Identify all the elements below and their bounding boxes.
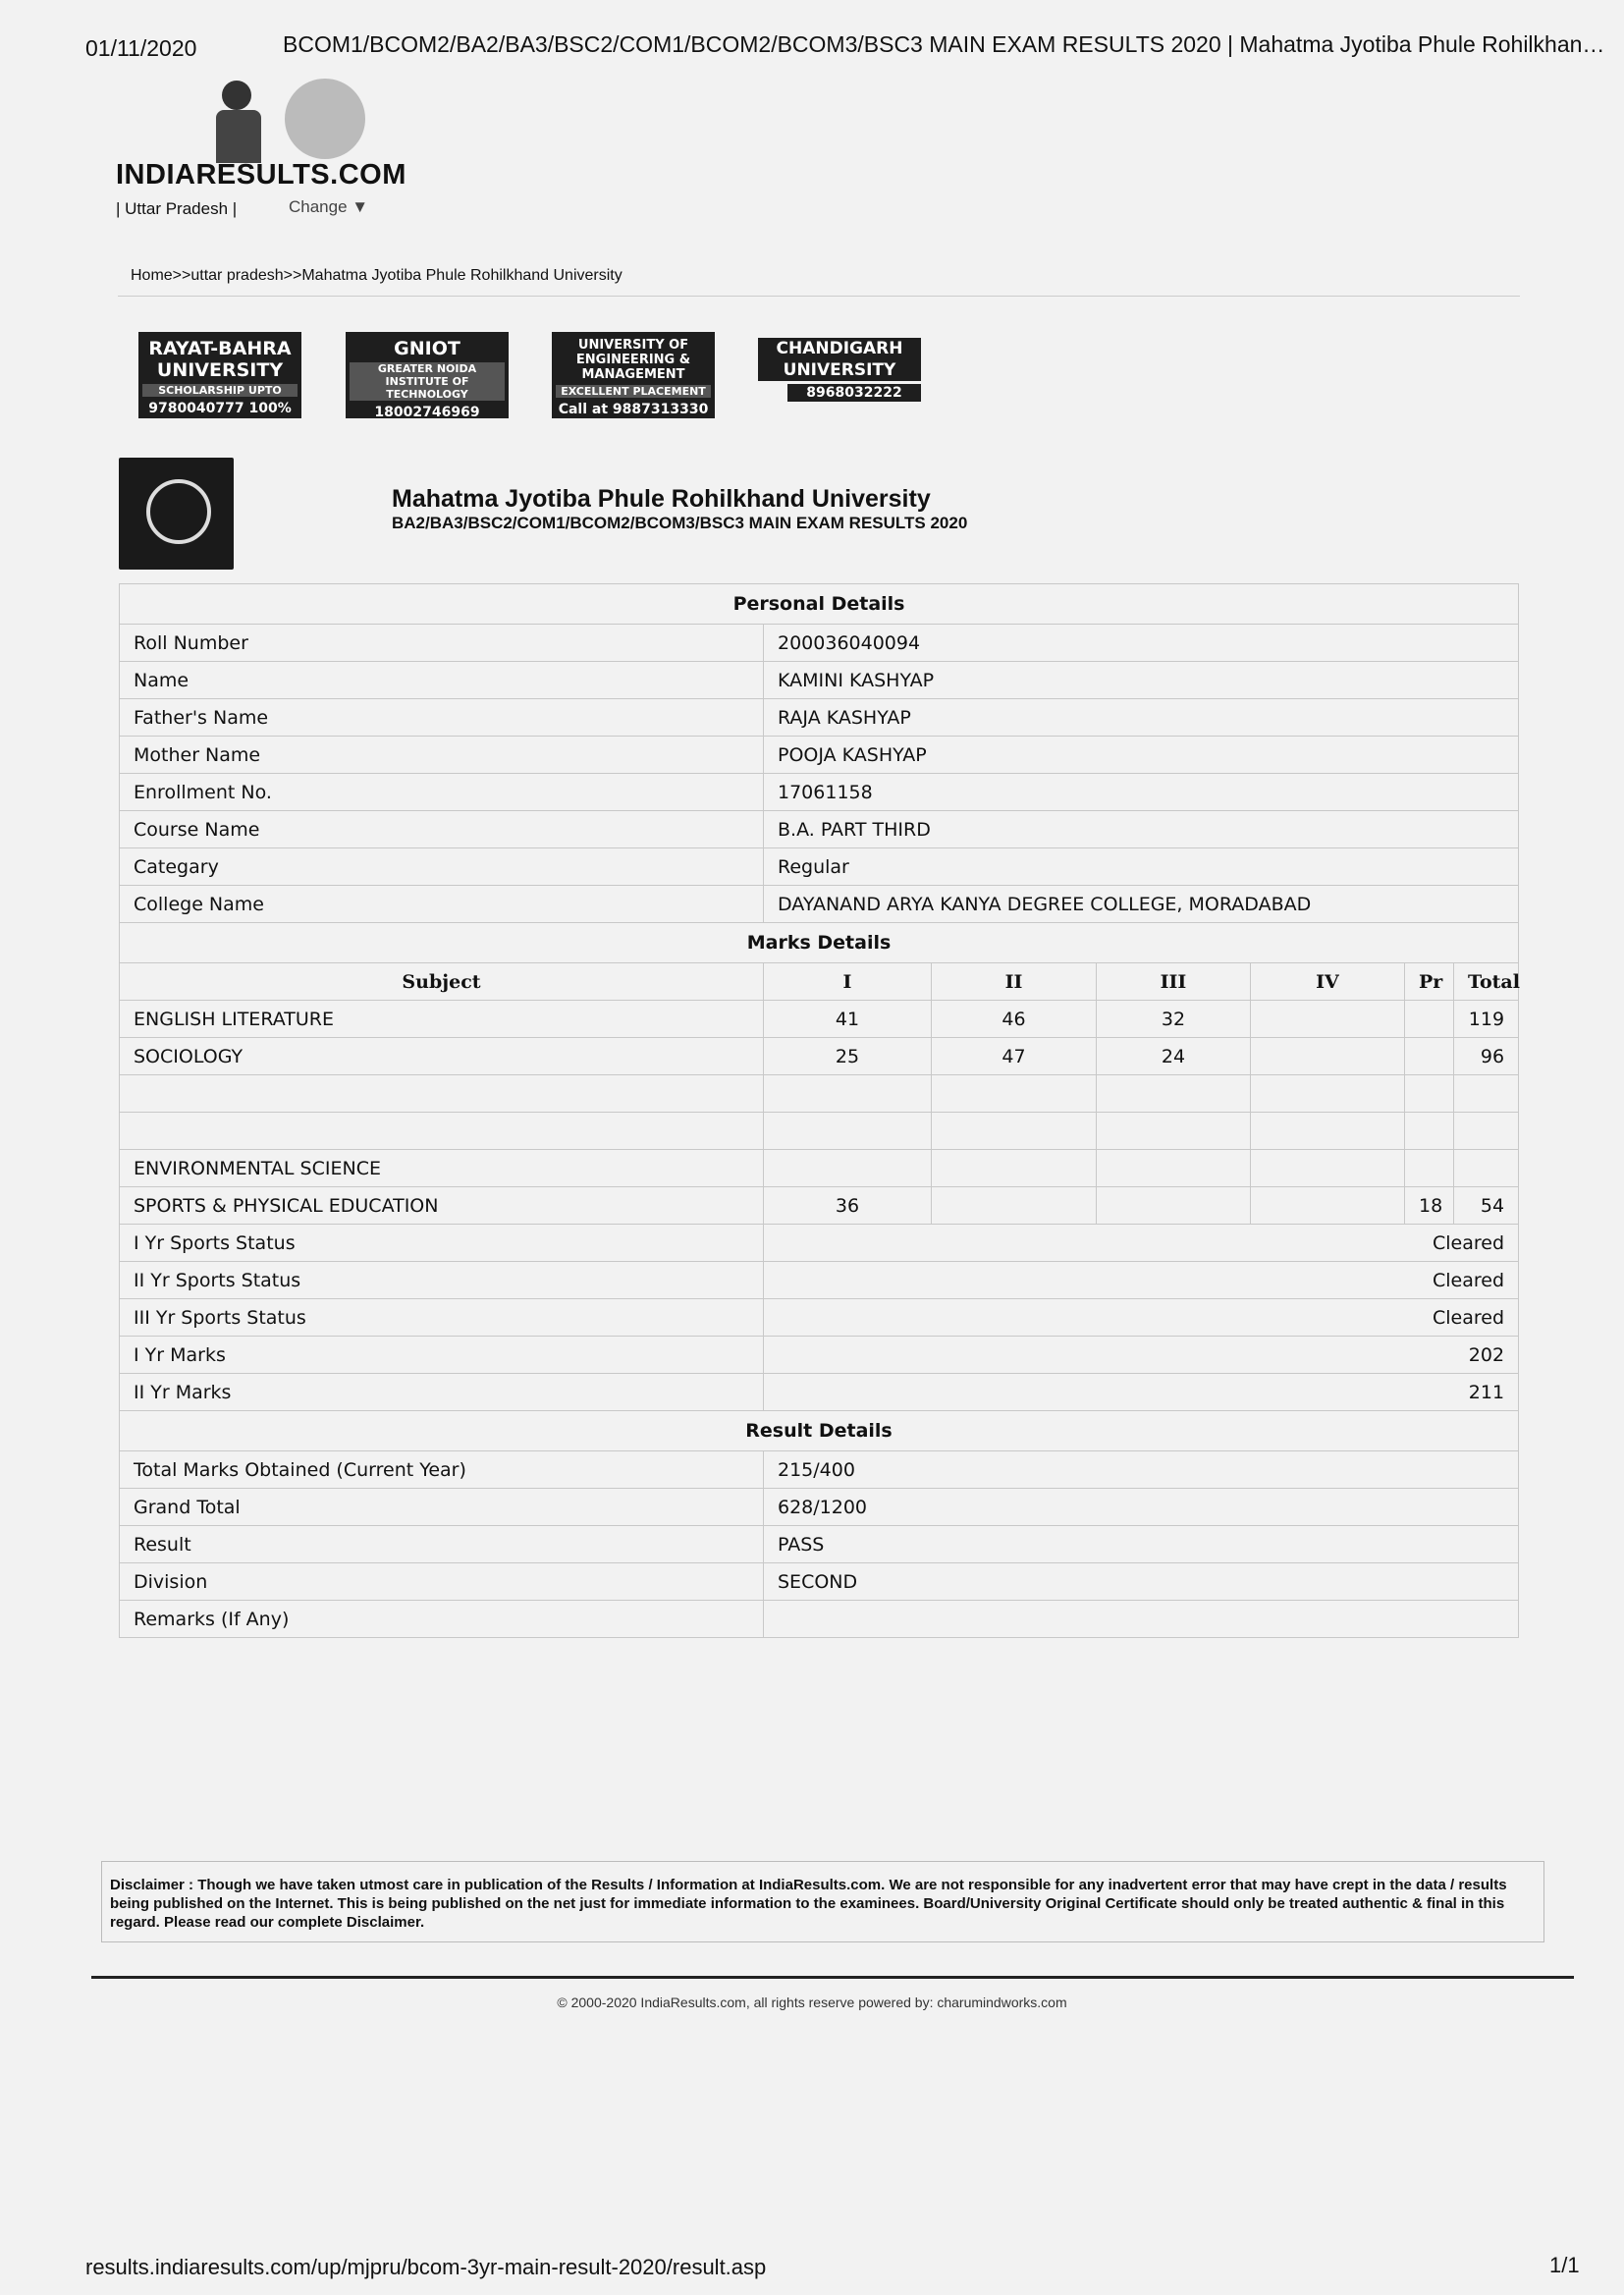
field-label: II Yr Marks: [120, 1374, 764, 1411]
field-value: PASS: [764, 1526, 1519, 1563]
field-label: I Yr Sports Status: [120, 1225, 764, 1262]
marks-header-row: [120, 963, 1519, 1001]
field-value: Regular: [764, 848, 1519, 886]
section-heading-result: [120, 1411, 1519, 1451]
field-value: RAJA KASHYAP: [764, 699, 1519, 737]
marks-cell-iv: [1251, 1113, 1405, 1150]
table-row: [120, 662, 1519, 699]
marks-cell-iii: [1097, 1187, 1251, 1225]
table-row: [120, 1299, 1519, 1337]
field-label: Total Marks Obtained (Current Year): [120, 1451, 764, 1489]
table-row: [120, 1225, 1519, 1262]
marks-cell-pr: [1405, 1001, 1454, 1038]
field-value: Cleared: [764, 1262, 1519, 1299]
field-value: 202: [764, 1337, 1519, 1374]
university-emblem-icon: [119, 458, 234, 570]
marks-cell-iv: [1251, 1075, 1405, 1113]
marks-cell-i: [764, 1150, 932, 1187]
table-row: [120, 1150, 1519, 1187]
marks-cell-iv: [1251, 1001, 1405, 1038]
field-value: Cleared: [764, 1299, 1519, 1337]
marks-cell-subject: [120, 1113, 764, 1150]
marks-cell-pr: [1405, 1075, 1454, 1113]
marks-cell-ii: 47: [932, 1038, 1097, 1075]
table-row: [120, 1187, 1519, 1225]
marks-cell-iii: 32: [1097, 1001, 1251, 1038]
marks-cell-ii: [932, 1150, 1097, 1187]
breadcrumb[interactable]: Home>>uttar pradesh>>Mahatma Jyotiba Phule Rohilkhand University: [131, 267, 623, 284]
column-header-iv: IV: [1251, 963, 1405, 1001]
field-value: 200036040094: [764, 625, 1519, 662]
field-value: 211: [764, 1374, 1519, 1411]
table-row: [120, 1563, 1519, 1601]
ad-contact: 18002746969: [374, 405, 480, 418]
table-row: [120, 737, 1519, 774]
print-date: 01/11/2020: [85, 35, 197, 61]
ad-title: GNIOT: [394, 338, 460, 359]
marks-cell-total: [1454, 1075, 1519, 1113]
marks-cell-pr: 18: [1405, 1187, 1454, 1225]
marks-cell-iii: [1097, 1075, 1251, 1113]
ad-subtitle: SCHOLARSHIP UPTO: [142, 384, 298, 397]
marks-cell-iii: [1097, 1113, 1251, 1150]
table-row: [120, 1038, 1519, 1075]
ad-title: RAYAT-BAHRA UNIVERSITY: [148, 338, 292, 381]
field-label: II Yr Sports Status: [120, 1262, 764, 1299]
marks-cell-i: [764, 1113, 932, 1150]
field-label: Division: [120, 1563, 764, 1601]
field-value: B.A. PART THIRD: [764, 811, 1519, 848]
state-label: | Uttar Pradesh |: [116, 199, 238, 218]
marks-cell-i: [764, 1075, 932, 1113]
section-heading: Personal Details: [120, 584, 1519, 625]
field-label: Remarks (If Any): [120, 1601, 764, 1638]
table-row: [120, 699, 1519, 737]
copyright: © 2000-2020 IndiaResults.com, all rights reserve powered by: charumindworks.com: [557, 1994, 1067, 2010]
ad-title: UNIVERSITY OF ENGINEERING & MANAGEMENT: [575, 338, 691, 382]
field-value: POOJA KASHYAP: [764, 737, 1519, 774]
field-label: Roll Number: [120, 625, 764, 662]
marks-cell-pr: [1405, 1113, 1454, 1150]
field-label: Father's Name: [120, 699, 764, 737]
marks-cell-i: 25: [764, 1038, 932, 1075]
table-row: [120, 1601, 1519, 1638]
ad-contact: Call at 9887313330: [558, 402, 709, 417]
marks-cell-total: 119: [1454, 1001, 1519, 1038]
ad-rayat-bahra[interactable]: [138, 332, 301, 418]
result-table: [119, 583, 1519, 1638]
footer-divider: [91, 1976, 1574, 1979]
marks-cell-total: 96: [1454, 1038, 1519, 1075]
table-row: [120, 1001, 1519, 1038]
field-label: Result: [120, 1526, 764, 1563]
column-header-ii: II: [932, 963, 1097, 1001]
table-row: [120, 848, 1519, 886]
field-label: Name: [120, 662, 764, 699]
column-header-pr: Pr: [1405, 963, 1454, 1001]
table-row: [120, 1113, 1519, 1150]
page-number: 1/1: [1549, 2253, 1580, 2277]
field-value: SECOND: [764, 1563, 1519, 1601]
breadcrumb-divider: [118, 296, 1520, 297]
marks-cell-total: [1454, 1150, 1519, 1187]
page-url: results.indiaresults.com/up/mjpru/bcom-3yr-main-result-2020/result.asp: [85, 2255, 767, 2279]
marks-cell-ii: [932, 1113, 1097, 1150]
marks-cell-iv: [1251, 1187, 1405, 1225]
table-row: [120, 625, 1519, 662]
ad-chandigarh-university[interactable]: [758, 332, 921, 418]
marks-cell-subject: SPORTS & PHYSICAL EDUCATION: [120, 1187, 764, 1225]
table-row: [120, 1451, 1519, 1489]
field-label: Mother Name: [120, 737, 764, 774]
marks-cell-subject: ENGLISH LITERATURE: [120, 1001, 764, 1038]
marks-cell-pr: [1405, 1150, 1454, 1187]
university-name: Mahatma Jyotiba Phule Rohilkhand University: [392, 485, 931, 513]
table-row: [120, 1374, 1519, 1411]
exam-name: BA2/BA3/BSC2/COM1/BCOM2/BCOM3/BSC3 MAIN EXAM RESULTS 2020: [392, 514, 968, 532]
marks-cell-iv: [1251, 1150, 1405, 1187]
column-header-total: Total: [1454, 963, 1519, 1001]
table-row: [120, 1526, 1519, 1563]
field-label: Grand Total: [120, 1489, 764, 1526]
indiaresults-logo-icon[interactable]: [216, 81, 261, 163]
uttar-pradesh-map-icon: [285, 79, 365, 159]
table-row: [120, 886, 1519, 923]
ad-contact: 8968032222: [787, 384, 921, 402]
section-heading: Marks Details: [120, 923, 1519, 963]
column-header-subject: Subject: [120, 963, 764, 1001]
table-row: [120, 811, 1519, 848]
field-label: I Yr Marks: [120, 1337, 764, 1374]
marks-cell-iii: 24: [1097, 1038, 1251, 1075]
column-header-i: I: [764, 963, 932, 1001]
print-title: BCOM1/BCOM2/BA2/BA3/BSC2/COM1/BCOM2/BCOM3/BSC3 MAIN EXAM RESULTS 2020 | Mahatma Jyotiba Phule Rohilkhan…: [283, 31, 1605, 57]
result-table-body: [120, 584, 1519, 1638]
disclaimer: Disclaimer : Though we have taken utmost care in publication of the Results / Information at IndiaResults.com. We are not responsible for any inadvertent error that may have crept in the data / results being published on the Internet. This is being published on the net just for immediate information to the examinees. Board/University Original Certificate should only be treated authentic & final in this regard. Please read our complete Disclaimer.: [101, 1861, 1544, 1942]
table-row: [120, 1075, 1519, 1113]
field-value: DAYANAND ARYA KANYA DEGREE COLLEGE, MORADABAD: [764, 886, 1519, 923]
change-state-link[interactable]: Change ▼: [289, 197, 369, 216]
field-label: Categary: [120, 848, 764, 886]
marks-cell-iii: [1097, 1150, 1251, 1187]
table-row: [120, 1262, 1519, 1299]
marks-cell-ii: 46: [932, 1001, 1097, 1038]
marks-cell-total: 54: [1454, 1187, 1519, 1225]
ad-title: CHANDIGARH UNIVERSITY: [758, 338, 921, 381]
ad-subtitle: GREATER NOIDA INSTITUTE OF TECHNOLOGY: [350, 362, 505, 401]
marks-cell-ii: [932, 1187, 1097, 1225]
table-row: [120, 1337, 1519, 1374]
field-value: KAMINI KASHYAP: [764, 662, 1519, 699]
ad-subtitle: EXCELLENT PLACEMENT: [556, 385, 711, 398]
ad-uem[interactable]: [552, 332, 715, 418]
marks-cell-subject: ENVIRONMENTAL SCIENCE: [120, 1150, 764, 1187]
ad-contact: 9780040777 100%: [148, 401, 292, 416]
site-logo-text[interactable]: INDIARESULTS.COM: [116, 159, 406, 191]
field-value: [764, 1601, 1519, 1638]
table-row: [120, 774, 1519, 811]
section-heading: Result Details: [120, 1411, 1519, 1451]
field-label: College Name: [120, 886, 764, 923]
table-row: [120, 1489, 1519, 1526]
marks-cell-i: 41: [764, 1001, 932, 1038]
marks-cell-subject: SOCIOLOGY: [120, 1038, 764, 1075]
field-label: Course Name: [120, 811, 764, 848]
field-value: 17061158: [764, 774, 1519, 811]
marks-cell-subject: [120, 1075, 764, 1113]
field-label: III Yr Sports Status: [120, 1299, 764, 1337]
section-heading-marks: [120, 923, 1519, 963]
ad-gniot[interactable]: [346, 332, 509, 418]
marks-cell-pr: [1405, 1038, 1454, 1075]
marks-cell-i: 36: [764, 1187, 932, 1225]
marks-cell-total: [1454, 1113, 1519, 1150]
field-label: Enrollment No.: [120, 774, 764, 811]
marks-cell-ii: [932, 1075, 1097, 1113]
field-value: 215/400: [764, 1451, 1519, 1489]
field-value: 628/1200: [764, 1489, 1519, 1526]
marks-cell-iv: [1251, 1038, 1405, 1075]
column-header-iii: III: [1097, 963, 1251, 1001]
section-heading-personal: [120, 584, 1519, 625]
field-value: Cleared: [764, 1225, 1519, 1262]
